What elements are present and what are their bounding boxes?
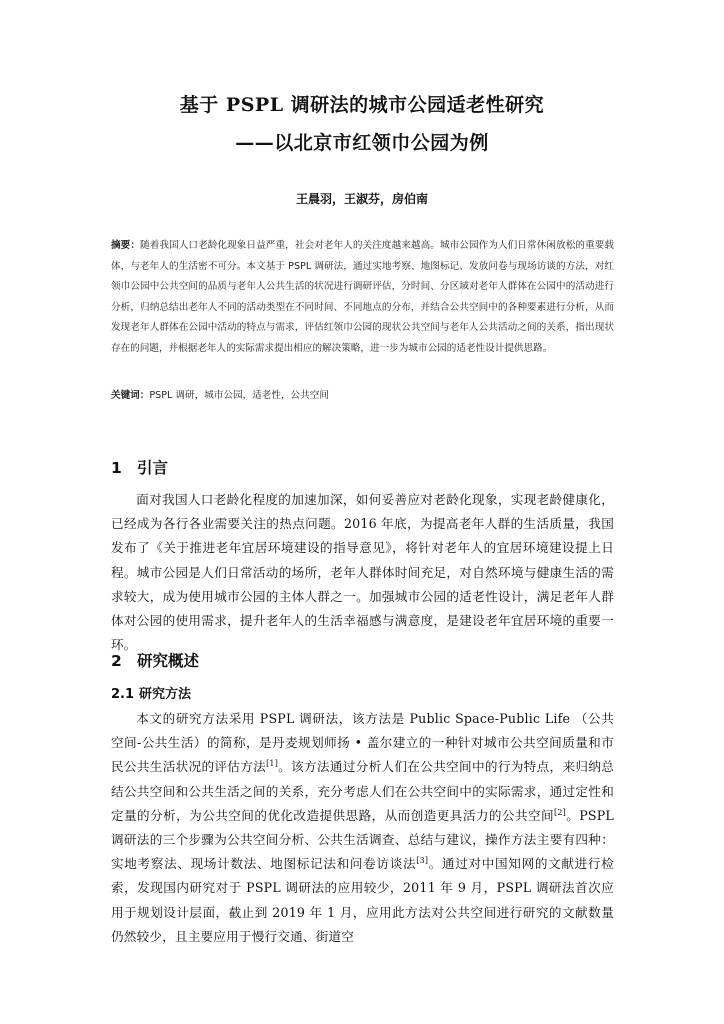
- section-heading-intro: [111, 456, 168, 478]
- keywords-label: 关键词：: [111, 390, 150, 401]
- subsection-title: 研究方法: [139, 687, 192, 702]
- citation-2: [2]: [554, 807, 566, 817]
- paper-subtitle: ——以北京市红领巾公园为例: [235, 132, 489, 154]
- citation-1: [1]: [266, 759, 279, 769]
- citation-3: [3]: [416, 856, 429, 866]
- method-paragraph: [111, 707, 614, 949]
- abstract-text: 随着我国人口老龄化现象日益严重，社会对老年人的关注度越来越高。城市公园作为人们日常休闲放松的重要载体，与老年人的生活密不可分。本文基于 PSPL 调研法，通过实地考察、地图标记、发放问卷与现场访谈的方法，对红领巾公园中公共空间的品质与老年人公共生活的状况进行调研评估，分时间、分区域对老年人群体在公园中的活动进行分析，归纳总结出老年人不同的活动类型在不同时间、不同地点的分布，并结合公共空间中的各种要素进行分析，从而发现老年人群体在公园中活动的特点与需求，评估红领巾公园的现状公共空间与老年人公共活动之间的关系，指出现状存在的问题，并根据老年人的实际需求提出相应的解决策略，进一步为城市公园的适老性设计提供思路。: [111, 240, 615, 354]
- keywords-text: PSPL 调研，城市公园，适老性，公共空间: [149, 390, 329, 401]
- section-title: 研究概述: [137, 652, 200, 670]
- method-text-4: 。通过对中国知网的文献进行检索，发现国内研究对于 PSPL 调研法的应用较少，2011 年 9 月，PSPL 调研法首次应用于规划设计层面，截止到 2019 年 1 月，应用此方法对公共空间进行研究的文献数量仍然较少，且主要应用于慢行交通、街道空: [111, 856, 614, 944]
- method-text-2: 。该方法通过分析人们在公共空间中的行为特点，来归纳总结公共空间和公共生活之间的关系，充分考虑人们在公共空间中的实际需求，通过定性和定量的分析，为公共空间的优化改造提供思路，从而创造更具活力的公共空间: [111, 759, 614, 823]
- method-text-1: 本文的研究方法采用 PSPL 调研法，该方法是 Public Space-Public Life （公共空间-公共生活）的简称，是丹麦规划师扬 • 盖尔建立的一种针对城市公共空间质量和市民公共生活状况的评估方法: [111, 711, 614, 775]
- author-list: 王晨羽，王淑芬，房伯南: [295, 192, 428, 206]
- section-heading-overview: [111, 649, 199, 671]
- subsection-number: 2.1: [111, 687, 135, 702]
- intro-paragraph: 面对我国人口老龄化程度的加速加深，如何妥善应对老龄化现象，实现老龄健康化，已经成为各行各业需要关注的热点问题。2016 年底，为提高老年人群的生活质量，我国发布了《关于推进老年宜居环境建设的指导意见》，将针对老年人的宜居环境建设提上日程。城市公园是人们日常活动的场所，老年人群体时间充足，对自然环境与健康生活的需求较大，成为使用城市公园的主体人群之一。加强城市公园的适老性设计，满足老年人群体对公园的使用需求，提升老年人的生活幸福感与满意度，是建设老年宜居环境的重要一环。: [111, 492, 614, 653]
- paper-title: 基于 PSPL 调研法的城市公园适老性研究: [179, 94, 545, 116]
- section-title: 引言: [137, 459, 169, 477]
- abstract-label: 摘要：: [111, 240, 141, 251]
- subsection-heading-method: [111, 683, 191, 702]
- section-number: 1: [111, 459, 122, 477]
- abstract: [111, 236, 614, 359]
- method-text-3: 。PSPL 调研法的三个步骤为公共空间分析、公共生活调查、总结与建议，操作方法主要有四种：实地考察法、现场计数法、地图标记法和问卷访谈法: [111, 807, 614, 872]
- keywords: [111, 386, 614, 406]
- section-number: 2: [111, 652, 122, 670]
